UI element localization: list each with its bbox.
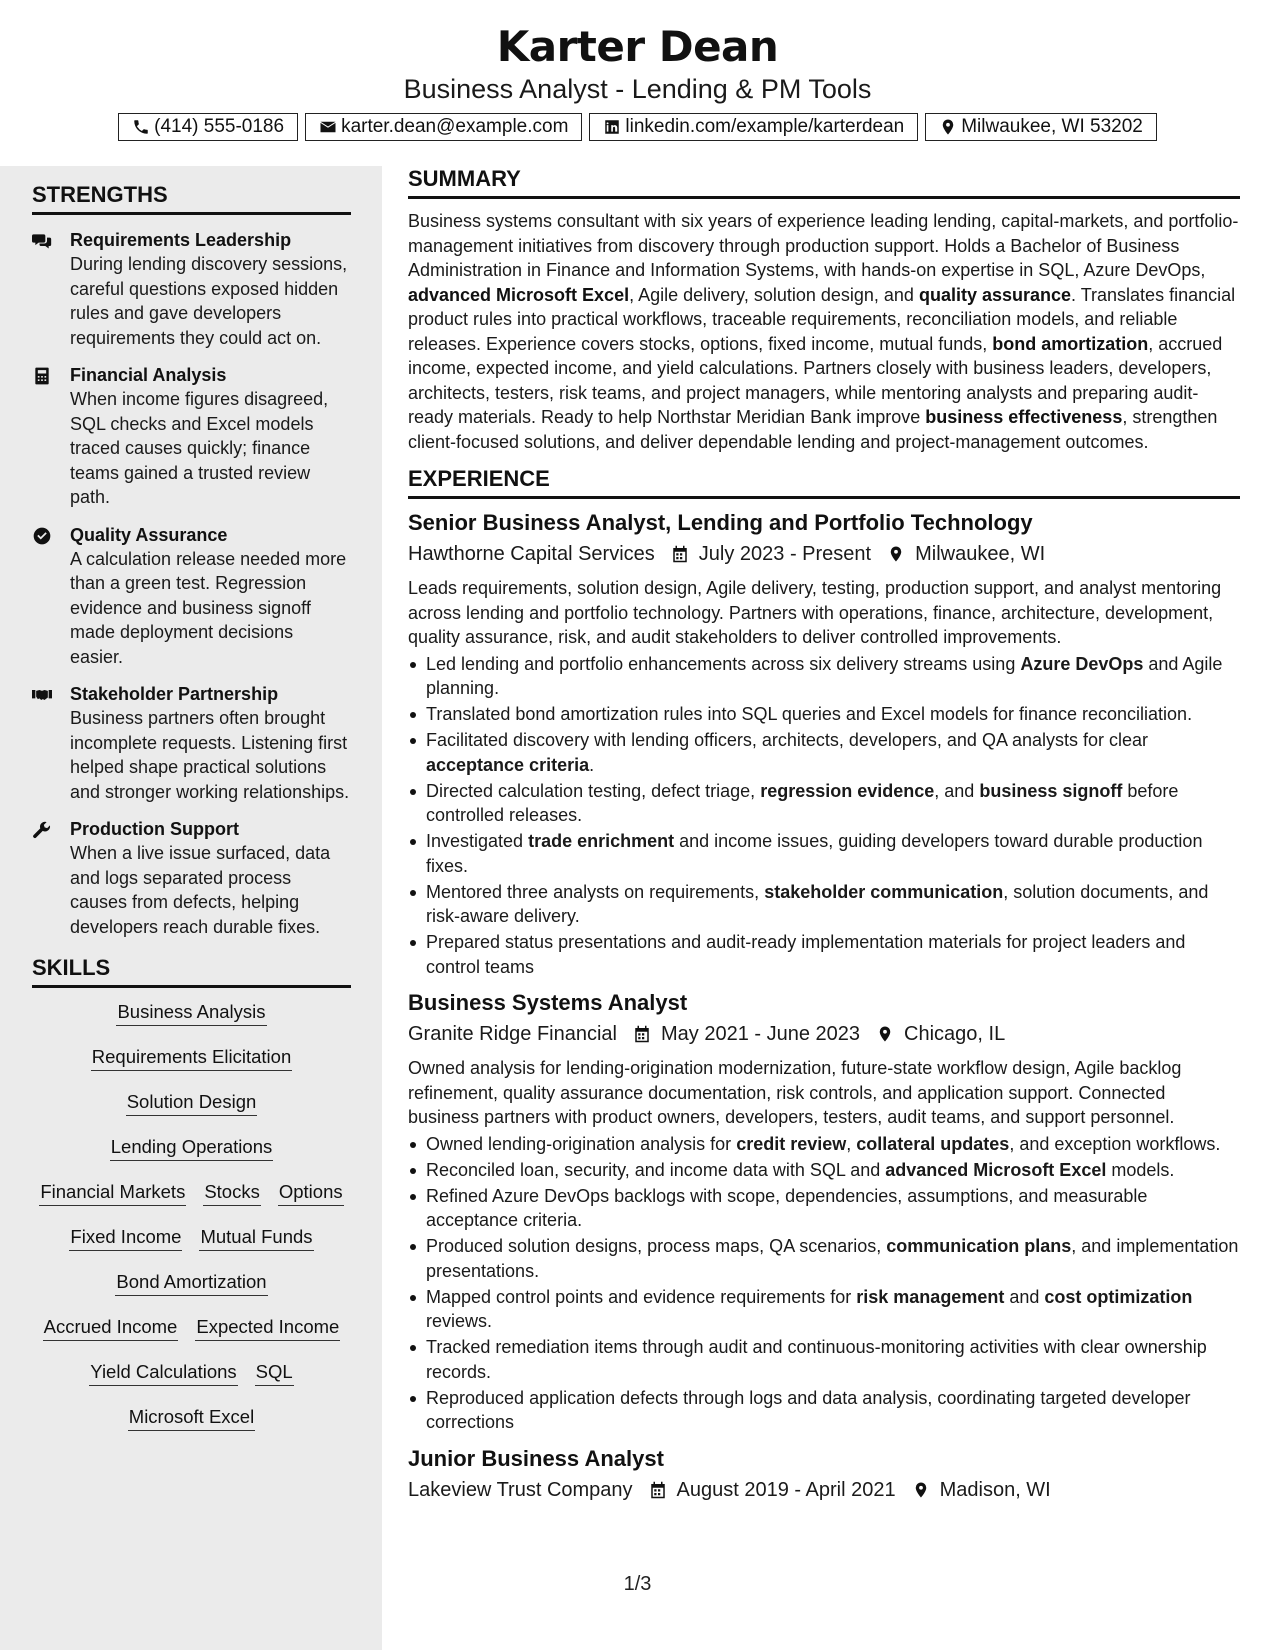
skill-tag: Mutual Funds (199, 1225, 313, 1251)
job-dates: May 2021 - June 2023 (661, 1023, 861, 1045)
text-run: models. (1106, 1159, 1175, 1180)
page-number: 1/3 (623, 1573, 652, 1595)
text-run: , and (934, 780, 980, 801)
text-run: Mapped control points and evidence requirements for (426, 1286, 857, 1307)
job-entry (408, 1445, 1240, 1506)
contact-location-text: Milwaukee, WI 53202 (961, 116, 1143, 137)
skill-tag: Bond Amortization (115, 1270, 267, 1296)
text-run: Translated bond amortization rules into SQL queries and Excel models for finance reconciliation. (426, 704, 1193, 724)
text-run: and Agile planning. (426, 653, 1223, 698)
calendar-icon (633, 1024, 651, 1044)
job-location: Chicago, IL (904, 1023, 1006, 1045)
skill-tag: Yield Calculations (89, 1360, 237, 1386)
job-bullets (408, 652, 1240, 980)
bold-phrase: cost optimization (1044, 1286, 1193, 1307)
job-bullets (408, 1132, 1240, 1435)
job-meta (408, 1018, 1240, 1050)
bold-phrase: bond amortization (992, 333, 1149, 354)
job-meta (408, 1474, 1240, 1506)
text-run: Directed calculation testing, defect triage, (426, 780, 761, 801)
calculator-icon (32, 366, 52, 386)
text-run: Produced solution designs, process maps, QA scenarios, (426, 1236, 887, 1256)
strength-title: Quality Assurance (70, 524, 228, 545)
bullet-item (408, 1234, 1240, 1283)
bullet-item (408, 1285, 1240, 1334)
bold-phrase: advanced Microsoft Excel (408, 284, 630, 305)
contact-location[interactable] (925, 113, 1157, 141)
job-company: Lakeview Trust Company (408, 1478, 633, 1501)
bold-phrase: communication plans (886, 1236, 1072, 1256)
candidate-name: Karter Dean (496, 22, 779, 71)
text-run: , solution documents, and risk-aware delivery. (426, 881, 1209, 926)
sidebar (0, 166, 382, 1650)
bold-phrase: regression evidence (760, 780, 935, 801)
handshake-icon (32, 685, 52, 705)
phone-icon (132, 118, 150, 136)
skill-row (32, 1135, 351, 1180)
job-description: Leads requirements, solution design, Agile delivery, testing, production support, and analyst mentoring across lending and portfolio technology. Partners with operations, finance, architecture, development, quality assurance, risk, and audit stakeholders to deliver controlled improvements. (408, 578, 1222, 647)
contact-bar (0, 113, 1275, 141)
summary-text (408, 209, 1240, 454)
contact-linkedin-text: linkedin.com/example/karterdean (625, 116, 905, 137)
skill-tag: Options (278, 1180, 344, 1206)
strength-item (32, 228, 351, 350)
strength-desc: A calculation release needed more than a green test. Regression evidence and business signoff made deployment decisions easier. (70, 548, 347, 667)
job-location: Madison, WI (939, 1478, 1051, 1501)
calendar-icon (671, 544, 689, 564)
skill-row (32, 1045, 351, 1090)
bullet-item (408, 829, 1240, 878)
skill-tag: Fixed Income (69, 1225, 182, 1251)
skill-tag: Stocks (203, 1180, 261, 1206)
job-company: Hawthorne Capital Services (408, 543, 655, 565)
text-run: Reproduced application defects through logs and data analysis, coordinating targeted developer corrections (426, 1387, 1191, 1432)
candidate-headline: Business Analyst - Lending & PM Tools (403, 74, 872, 104)
skill-tag: Microsoft Excel (128, 1405, 255, 1431)
job-location: Milwaukee, WI (915, 543, 1046, 565)
bold-phrase: advanced Microsoft Excel (885, 1159, 1107, 1180)
text-run: Owned lending-origination analysis for (426, 1133, 737, 1154)
skill-row (32, 1090, 351, 1135)
text-run: . Translates financial product rules into practical workflows, traceable requirements, reconciliation models, and reliable releases. Experience covers stocks, options, fixed income, mutual funds, (408, 284, 1236, 354)
job-dates: July 2023 - Present (698, 543, 872, 565)
job-entry (408, 989, 1240, 1435)
job-entry (408, 509, 1240, 979)
check-circle-icon (32, 526, 52, 546)
strength-title: Stakeholder Partnership (70, 684, 279, 704)
skill-row (32, 1180, 351, 1225)
job-title: Business Systems Analyst (408, 990, 688, 1015)
strength-item (32, 817, 351, 939)
strength-desc: During lending discovery sessions, careful questions exposed hidden rules and gave developers requirements they could act on. (70, 254, 348, 348)
strength-desc: Business partners often brought incomplete requests. Listening first helped shape practical solutions and stronger working relationships. (70, 708, 350, 802)
job-title: Junior Business Analyst (408, 1445, 664, 1471)
summary-heading: SUMMARY (408, 166, 1240, 199)
bold-phrase: risk management (856, 1286, 1005, 1307)
skill-tag: Expected Income (195, 1315, 340, 1341)
text-run: Business systems consultant with six years of experience leading lending, capital-markets, and portfolio-management initiatives from discovery through production support. Holds a Bachelor of Business Administration in Finance and Information Systems, with hands-on expertise in SQL, Azure DevOps, (408, 211, 1239, 280)
skills-heading: SKILLS (32, 955, 351, 988)
text-run: Facilitated discovery with lending officers, architects, developers, and QA analysts for clear (426, 730, 1149, 750)
bold-phrase: quality assurance (918, 284, 1072, 305)
bold-phrase: business effectiveness (925, 407, 1123, 427)
bold-phrase: stakeholder communication (764, 881, 1004, 902)
skill-tag: Lending Operations (110, 1135, 273, 1161)
skill-tag: Financial Markets (39, 1180, 186, 1206)
bullet-item (408, 930, 1240, 979)
text-run: , strengthen client-focused solutions, and deliver dependable lending and project-management outcomes. (408, 407, 1218, 452)
text-run: . (589, 754, 595, 775)
bullet-item (408, 1184, 1240, 1233)
job-dates: August 2019 - April 2021 (676, 1478, 896, 1501)
skill-row (32, 1270, 351, 1315)
linkedin-icon (603, 118, 621, 136)
text-run: reviews. (426, 1311, 493, 1331)
strength-title: Requirements Leadership (70, 230, 292, 250)
text-run: , Agile delivery, solution design, and (629, 284, 919, 305)
skill-tag: Business Analysis (116, 1000, 266, 1026)
bold-phrase: credit review (736, 1133, 847, 1154)
experience-heading: EXPERIENCE (408, 466, 1240, 499)
strength-item (32, 523, 351, 670)
skill-row (32, 1000, 351, 1045)
strength-title: Financial Analysis (70, 365, 227, 385)
wrench-icon (32, 820, 52, 840)
bullet-item (408, 1132, 1240, 1157)
bullet-item (408, 880, 1240, 929)
text-run: Mentored three analysts on requirements, (426, 881, 765, 902)
map-pin-icon (912, 1480, 930, 1500)
text-run: , accrued income, expected income, and yield calculations. Partners closely with business leaders, developers, architects, testers, risk teams, and project managers, while mentoring analysts and preparing audit-ready materials. Ready to help Northstar Meridian Bank improve (408, 333, 1223, 427)
bullet-item (408, 652, 1240, 701)
skill-tag: Requirements Elicitation (91, 1045, 292, 1071)
job-description: Owned analysis for lending-origination modernization, future-state workflow design, Agile backlog refinement, quality assurance documentation, risk controls, and application support. Connected business partners with product owners, developers, testers, audit teams, and support personnel. (408, 1058, 1182, 1127)
text-run: Reconciled loan, security, and income data with SQL and (426, 1159, 886, 1180)
skill-row (32, 1315, 351, 1360)
contact-linkedin[interactable] (589, 113, 918, 141)
text-run: and income issues, guiding developers toward durable production fixes. (426, 831, 1203, 876)
skill-tag: SQL (255, 1360, 294, 1386)
bold-phrase: Azure DevOps (1020, 653, 1144, 674)
strengths-heading: STRENGTHS (32, 182, 351, 215)
strength-desc: When income figures disagreed, SQL checks and Excel models traced causes quickly; finance teams gained a trusted review path. (70, 389, 329, 507)
text-run: Led lending and portfolio enhancements across six delivery streams using (426, 653, 1021, 674)
job-company: Granite Ridge Financial (408, 1023, 617, 1045)
bullet-item (408, 1386, 1240, 1435)
map-pin-icon (876, 1024, 894, 1044)
bullet-item (408, 779, 1240, 828)
skill-row (32, 1405, 351, 1450)
map-pin-icon (887, 544, 905, 564)
text-run: Investigated (426, 831, 529, 851)
contact-email-text: karter.dean@example.com (341, 116, 569, 137)
bullet-item (408, 1158, 1240, 1183)
envelope-icon (319, 118, 337, 136)
text-run: Tracked remediation items through audit and continuous-monitoring activities with clear ownership records. (426, 1337, 1207, 1382)
bold-phrase: trade enrichment (528, 831, 675, 851)
text-run: , and implementation presentations. (426, 1236, 1239, 1281)
job-meta (408, 538, 1240, 570)
bullet-item (408, 702, 1240, 727)
text-run: Prepared status presentations and audit-ready implementation materials for project leaders and control teams (426, 932, 1186, 977)
bold-phrase: acceptance criteria (426, 754, 590, 775)
contact-phone-text: (414) 555-0186 (154, 116, 285, 137)
text-run: , (846, 1133, 857, 1154)
text-run: and (1004, 1286, 1045, 1307)
skill-tag: Solution Design (126, 1090, 258, 1116)
contact-phone[interactable] (118, 113, 298, 141)
experience-list (408, 509, 1240, 1506)
text-run: , and exception workflows. (1009, 1133, 1221, 1154)
bold-phrase: collateral updates (856, 1133, 1010, 1154)
strength-title: Production Support (70, 819, 239, 839)
skills-list (32, 1000, 351, 1450)
bold-phrase: business signoff (979, 780, 1123, 801)
map-pin-icon (939, 118, 957, 136)
skill-row (32, 1360, 351, 1405)
bullet-item (408, 1335, 1240, 1384)
strength-desc: When a live issue surfaced, data and logs separated process causes from defects, helping developers reach durable fixes. (70, 843, 331, 937)
bullet-item (408, 728, 1240, 777)
comments-icon (32, 231, 52, 251)
text-run: before controlled releases. (426, 780, 1179, 825)
calendar-icon (649, 1480, 667, 1500)
skill-row (32, 1225, 351, 1270)
skill-tag: Accrued Income (43, 1315, 179, 1341)
strength-item (32, 682, 351, 804)
main-content (408, 166, 1240, 1506)
text-run: Refined Azure DevOps backlogs with scope, dependencies, assumptions, and measurable acceptance criteria. (426, 1185, 1148, 1230)
strength-item (32, 363, 351, 510)
job-title: Senior Business Analyst, Lending and Portfolio Technology (408, 510, 1033, 535)
contact-email[interactable] (305, 113, 582, 141)
